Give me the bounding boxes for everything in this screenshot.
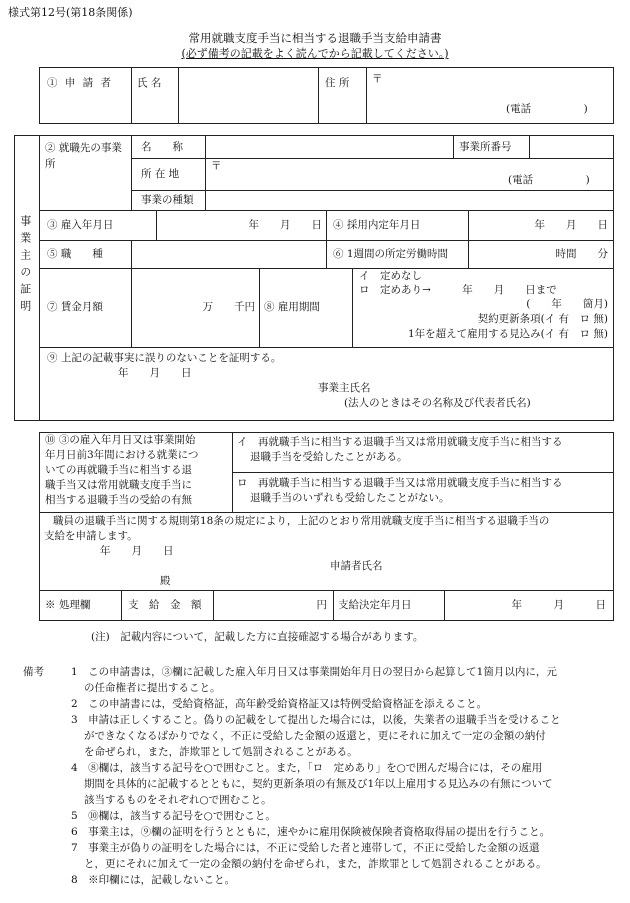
applicant-signature-label: 申請者氏名 (330, 560, 383, 572)
employer-certification-label: 事業主の証明 (18, 215, 32, 317)
employment-period-label: ⑧ 雇用期間 (264, 301, 320, 313)
monthly-wage-label: ⑦ 賃金月額 (47, 301, 103, 313)
applicant-name-field[interactable] (180, 69, 316, 121)
payment-amount-field[interactable]: 円 (316, 599, 327, 611)
hire-date-label: ③ 雇入年月日 (47, 219, 114, 231)
certification-date[interactable]: 年 月 日 (118, 367, 192, 379)
employer-name-label: 事業主氏名 (318, 382, 371, 394)
applicant-address-label: 住 所 (325, 77, 350, 89)
remark-line: の任命権者に提出すること。 (84, 682, 221, 694)
remark-line: 3 申請は正しくすること。偽りの記載をして提出した場合には，以後，失業者の退職手当を受けること (71, 714, 561, 726)
remark-line: 1 この申請書は，③欄に記載した雇入年月日又は事業開始年月日の翌日から起算して1箇月以内に，元 (71, 666, 557, 678)
request-text-line-1: 職員の退職手当に関する規則第18条の規定により，上記のとおり常用就職支度手当に相当する退職手当の (53, 515, 550, 527)
page-title: 常用就職支度手当に相当する退職手当支給申請書 (188, 31, 442, 45)
remark-line: 該当するものをそれぞれ○で囲むこと。 (84, 794, 272, 806)
item10-question-line-2: 年月日前3年間における就業につ (45, 449, 199, 461)
item10-question-line-4: 職手当又は常用就職支度手当に (45, 479, 192, 491)
remarks-label: 備考 (23, 666, 44, 678)
payment-amount-label: 支 給 金 額 (128, 599, 202, 611)
weekly-hours-label: ⑥ 1週間の所定労働時間 (333, 248, 449, 260)
remark-line: 8 ※印欄には，記載しないこと。 (71, 874, 236, 886)
item10-option-i-line-2: 退職手当を受給したことがある。 (250, 451, 408, 463)
applicant-signature-field[interactable] (395, 557, 610, 575)
item10-option-ro-line-1: ロ 再就職手当に相当する退職手当又は常用就職支度手当に相当する (237, 477, 563, 489)
form-number: 様式第12号(第18条関係) (8, 6, 133, 19)
item10-option-i[interactable] (233, 433, 612, 471)
offer-date-label: ④ 採用内定年月日 (333, 219, 421, 231)
item10-option-ro-line-2: 退職手当のいずれも受給したことがない。 (250, 492, 450, 504)
applicant-name-label: 氏 名 (137, 77, 162, 89)
item10-question-line-5: 相当する退職手当の受給の有無 (45, 494, 192, 506)
remark-line: 6 事業主は，⑨欄の証明を行うとともに，速やかに雇用保険被保険者資格取得届の提出を行うこと。 (71, 826, 551, 838)
applicant-postal-mark: 〒 (372, 73, 383, 85)
job-type-label: ⑤ 職 種 (47, 248, 103, 260)
remark-line: 7 事業主が偽りの証明をした場合には，不正に受給した者と連帯して，不正に受給した金額の返還 (71, 842, 540, 854)
item10-question-line-3: いての再就職手当に相当する退 (45, 464, 192, 476)
remark-line: を命ぜられ，また，詐欺罪として処罰されることがある。 (84, 746, 358, 758)
workplace-name-field[interactable] (207, 137, 451, 157)
applicant-label: ① 申 請 者 (47, 77, 114, 89)
decision-date-field[interactable]: 年 月 日 (511, 599, 606, 611)
item10-option-i-line-1: イ 再就職手当に相当する退職手当又は常用就職支度手当に相当する (237, 436, 563, 448)
contract-renewal-clause[interactable]: 契約更新条項(イ 有 ロ 無) (477, 313, 608, 325)
remark-line: 5 ⑩欄は，該当する記号を○で囲むこと。 (71, 810, 276, 822)
item10-question-line-1: ⑩ ③の雇入年月日又は事業開始 (45, 434, 196, 446)
request-text-line-2: 支給を申請します。 (44, 530, 138, 542)
period-option-none[interactable]: イ 定めなし (359, 270, 422, 282)
business-type-label: 事業の種類 (141, 194, 194, 206)
remark-line: と，更にそれに加えて一定の金額の納付を命ぜられ，また，詐欺罪として処罰されることがある。 (84, 858, 547, 870)
workplace-postal-mark: 〒 (211, 160, 222, 172)
workplace-name-label: 名 称 (141, 141, 183, 153)
remark-line: ができなくなるばかりでなく，不正に受給した金額の返還と，更にそれに加えて一定の金額の納付 (84, 730, 546, 742)
certification-statement: ⑨ 上記の記載事実に誤りのないことを証明する。 (47, 352, 282, 364)
processing-label: ※ 処理欄 (45, 599, 91, 611)
job-type-field[interactable] (133, 242, 324, 266)
workplace-location-label: 所 在 地 (141, 168, 180, 180)
request-date[interactable]: 年 月 日 (100, 545, 174, 557)
page-subtitle: (必ず備考の記載をよく読んでから記載してください。) (181, 47, 449, 60)
confirmation-note: (注) 記載内容について，記載した方に直接確認する場合があります。 (91, 631, 424, 643)
period-months: ( 年 箇月) (526, 298, 608, 310)
over-one-year-expectation[interactable]: 1年を超えて雇用する見込み(イ 有 ロ 無) (407, 328, 608, 340)
monthly-wage-field[interactable]: 万 千円 (202, 301, 255, 313)
period-option-fixed[interactable]: ロ 定めあり→ 年 月 日まで (359, 284, 557, 296)
decision-date-label: 支給決定年月日 (338, 599, 412, 611)
office-number-label: 事業所番号 (459, 141, 512, 153)
remark-line: 2 この申請書には，受給資格証，高年齢受給資格証又は特例受給資格証を添えること。 (71, 698, 488, 710)
business-type-field[interactable] (207, 192, 612, 209)
offer-date-field[interactable]: 年 月 日 (534, 219, 608, 231)
workplace-phone: (電話 ) (508, 174, 590, 186)
item10-option-ro[interactable] (233, 473, 612, 511)
applicant-phone: (電話 ) (506, 103, 588, 115)
employer-name-field[interactable] (390, 379, 610, 397)
hire-date-field[interactable]: 年 月 日 (248, 219, 322, 231)
remark-line: 期間を具体的に記載するとともに，契約更新条項の有無及び1年以上雇用する見込みの有無について (84, 778, 553, 790)
weekly-hours-field[interactable]: 時間 分 (555, 248, 608, 260)
office-number-field[interactable] (531, 137, 612, 157)
workplace-label: ② 就職先の事業所 (45, 142, 122, 171)
employer-name-note: (法人のときはその名称及び代表者氏名) (344, 397, 531, 409)
remark-line: 4 ⑧欄は，該当する記号を○で囲むこと。また，「ロ 定めあり」を○で囲んだ場合には，その雇用 (71, 762, 543, 774)
addressee-suffix: 殿 (160, 575, 171, 587)
